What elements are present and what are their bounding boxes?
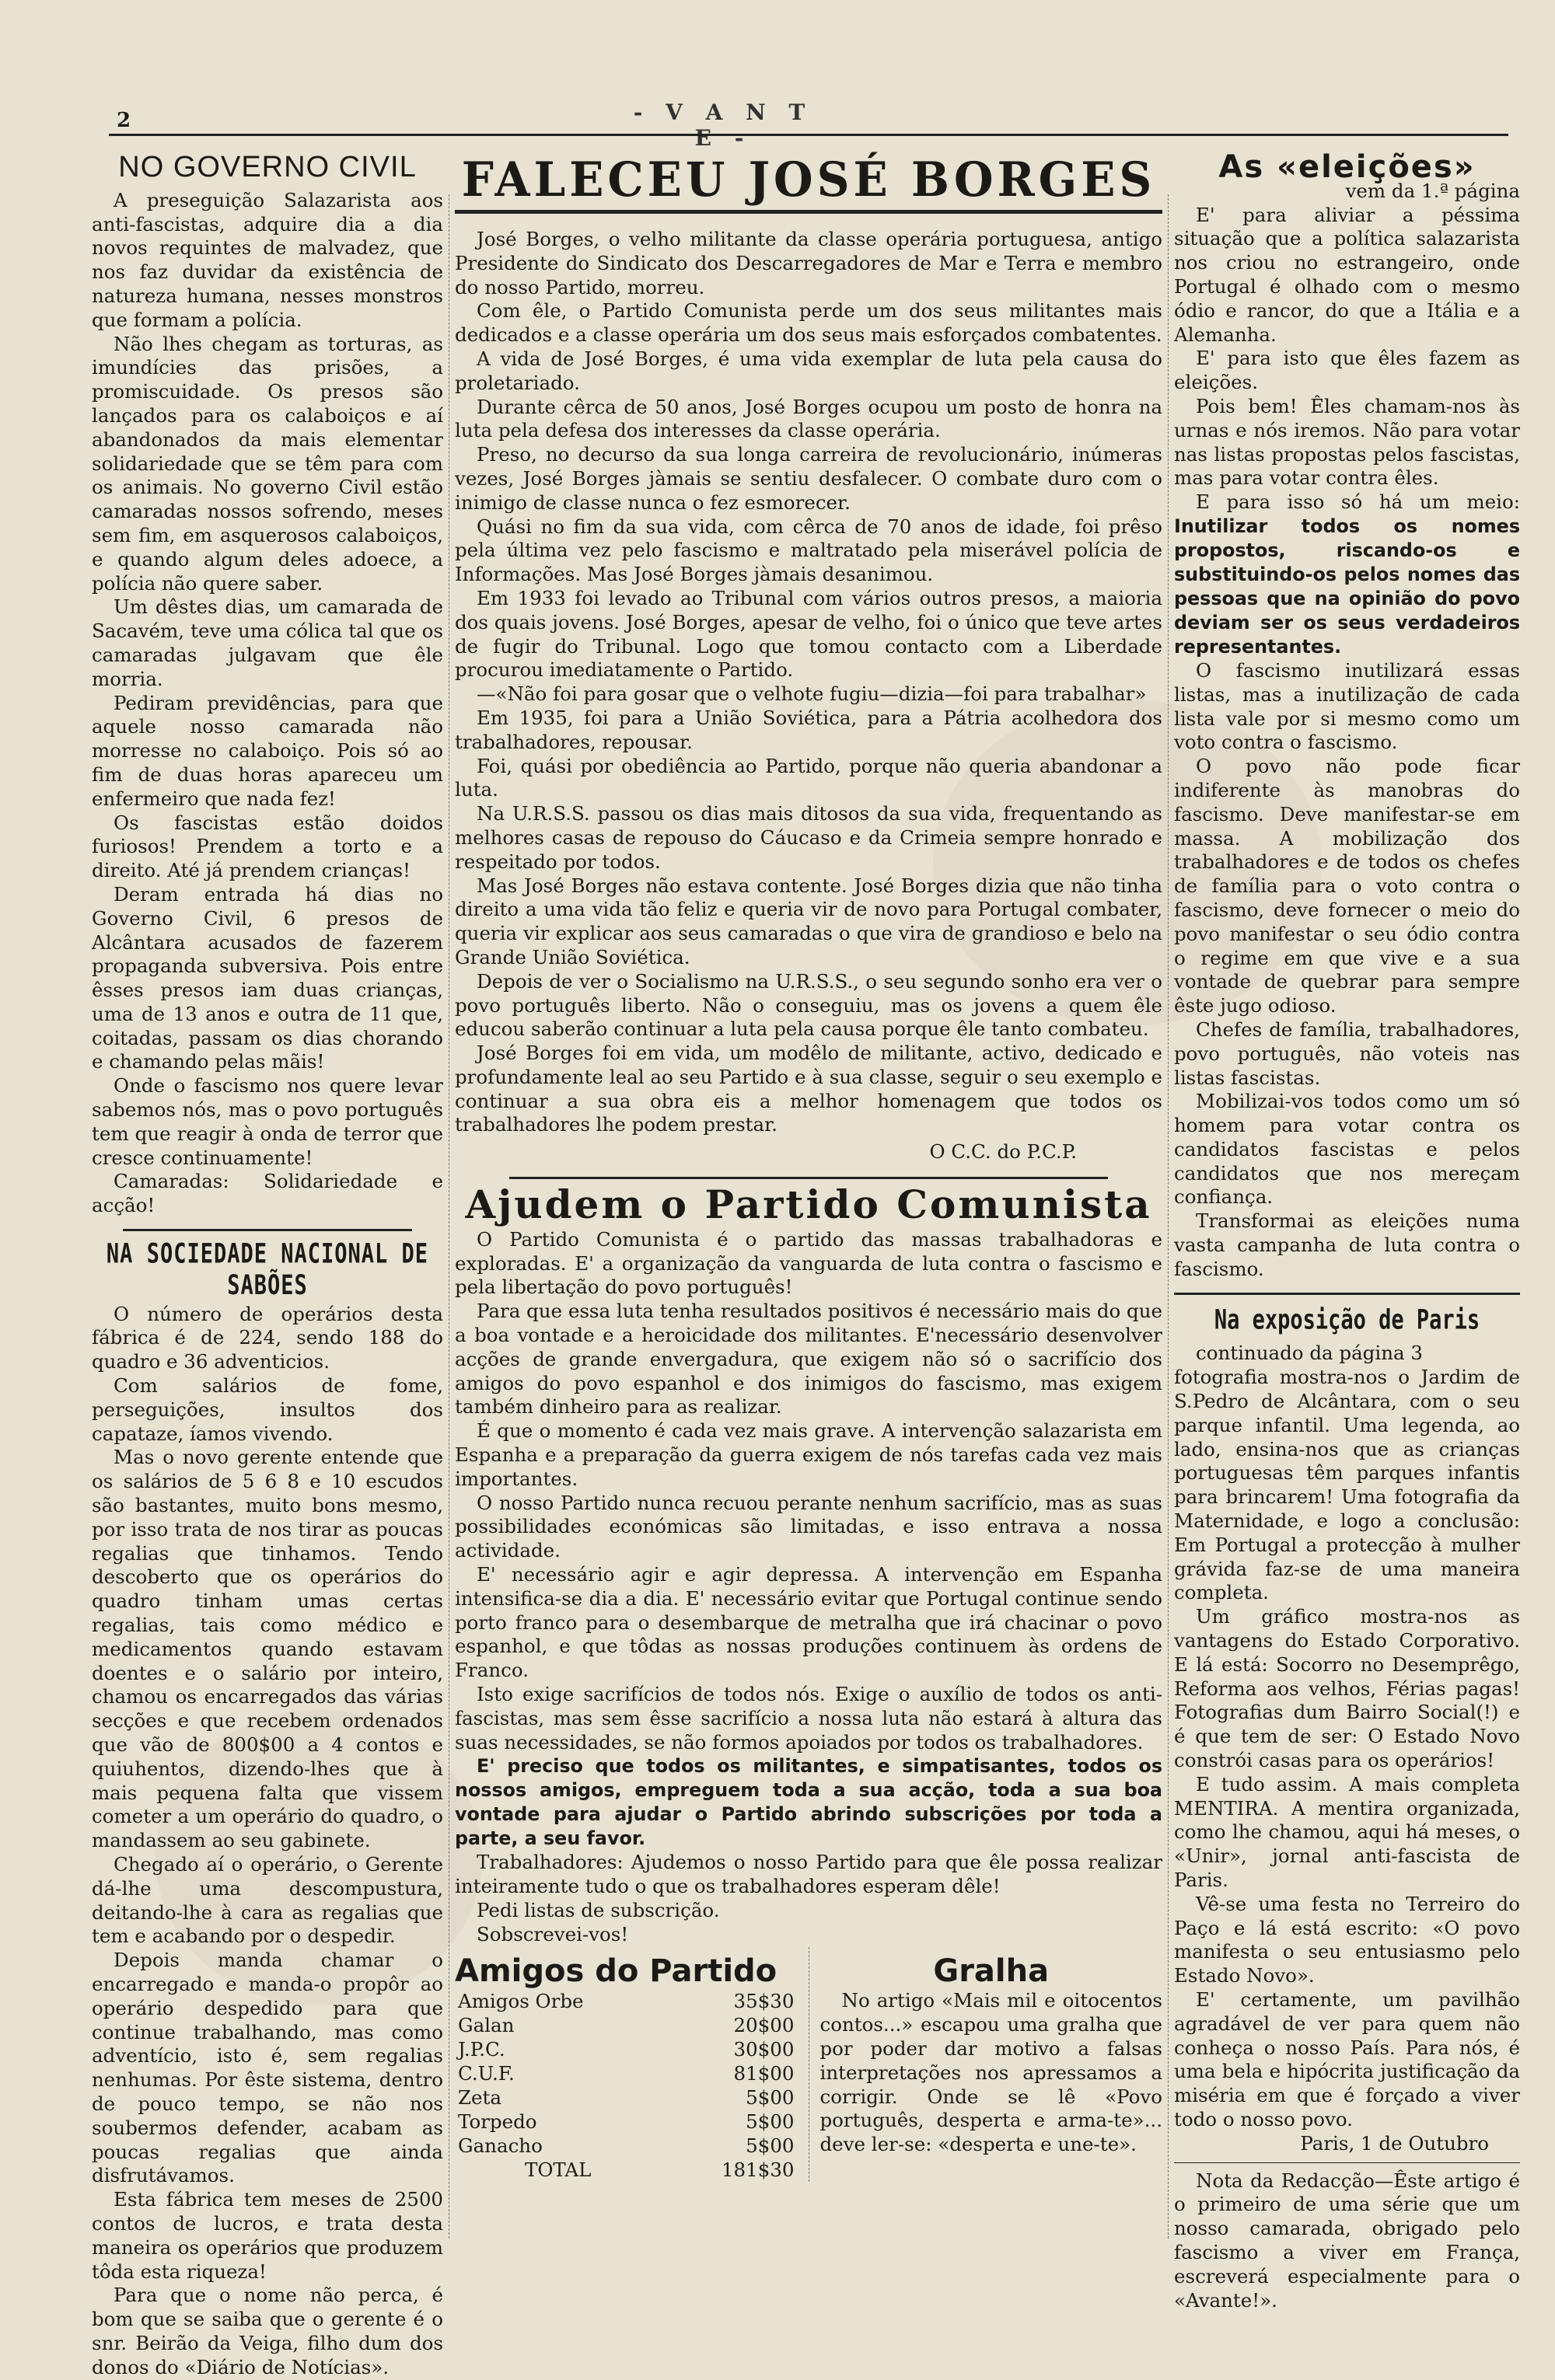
top-rule	[109, 134, 1508, 136]
gralha-box	[809, 1947, 1163, 2183]
article-bold-paragraph: E' preciso que todos os militantes, e simpatisantes, todos os nossos amigos, empreguem toda a sua acção, toda a sua boa vontade para ajudar o Partido abrindo subscrições por toda a parte, a seu favor.	[455, 1755, 1162, 1850]
table-row	[455, 2085, 798, 2110]
section-rule	[1174, 1293, 1520, 1295]
editorial-note: Nota da Redacção—Êste artigo é o primeiro de uma série que um nosso camarada, obrigado pelo fascismo a viver em França, escreverá especialmente para o «Avante!».	[1174, 2169, 1520, 2312]
article-paragraph: Chefes de família, trabalhadores, povo português, não voteis nas listas fascistas.	[1174, 1017, 1520, 1089]
article-heading-exposicao: Na exposição de Paris	[1214, 1303, 1480, 1336]
article-paragraph: José Borges, o velho militante da classe operária portuguesa, antigo Presidente do Sindicato dos Descarregadores de Mar e Terra e membro do nosso Partido, morreu.	[455, 228, 1162, 298]
article-paragraph: Vê-se uma festa no Terreiro do Paço e lá está escrito: «O povo manifesta o seu entusiasmo pelo Estado Novo».	[1174, 1892, 1520, 1987]
donor-name: Ganacho	[458, 2134, 543, 2158]
bold-lead: E para isso só há um meio:	[1196, 490, 1520, 514]
article-paragraph: Não lhes chegam as torturas, as imundícies das prisões, a promiscuidade. Os presos são lançados para os calaboiços e aí abandonados da mais elementar solidariedade que se têm para com os animais. No governo Civil estão camaradas nossos sofrendo, meses sem fim, em asquerosos calaboiços, e quando algum deles adoece, a polícia não quere saber.	[92, 332, 443, 595]
article-paragraph: Um dêstes dias, um camarada de Sacavém, teve uma cólica tal que os camaradas julgavam que êle morria.	[92, 595, 443, 690]
article-paragraph: Os fascistas estão doidos furiosos! Prendem a torto e a direito. Até já prendem crianças!	[92, 811, 443, 882]
article-heading-faleceu: FALECEU JOSÉ BORGES	[461, 152, 1156, 208]
article-heading-sociedade: NA SOCIEDADE NACIONAL DE SABÕES	[106, 1238, 429, 1301]
article-paragraph: E tudo assim. A mais completa MENTIRA. A mentira organizada, como lhe chamou, aqui há meses, o «Unir», jornal anti-fascista de Paris.	[1174, 1772, 1520, 1891]
article-paragraph: Mobilizai-vos todos como um só homem para votar contra os candidatos fascistas e pelos candidatos que nos mereçam confiança.	[1174, 1090, 1520, 1209]
column-right	[1174, 149, 1520, 2312]
article-paragraph: Mas o novo gerente entende que os salários de 5 6 8 e 10 escudos são bastantes, muito bons mesmo, por isso trata de nos tirar as poucas regalias que tinhamos. Tendo descoberto que os operários do quadro tinham umas certas regalias, tais como médico e medicamentos quando estavam doentes e o salário por inteiro, chamou os encarregados das várias secções e que recebem ordenados que vão de 800$00 a 4 contos e quiuhentos, dizendo-lhes que à mais pequena falta que vissem cometer a um operário do quadro, o mandassem ao seu gabinete.	[92, 1446, 443, 1852]
bold-text: Inutilizar todos os nomes propostos, riscando-os e substituindo-os pelos nomes das pessoas que na opinião do povo deviam ser os seus verdadeiros representantes.	[1174, 515, 1520, 658]
article-paragraph: Pediram previdências, para que aquele nosso camarada não morresse no calaboiço. Pois só ao fim de duas horas apareceu um enfermeiro que nada fez!	[92, 691, 443, 810]
article-paragraph: Chegado aí o operário, o Gerente dá-lhe uma descompustura, deitando-lhe à cara as regalias que tem e acabando por o despedir.	[92, 1852, 443, 1948]
table-row	[455, 2110, 798, 2134]
article-paragraph: Sobscrevei-vos!	[477, 1922, 629, 1946]
bottom-boxes	[455, 1947, 1162, 2183]
article-paragraph: O fascismo inutilizará essas listas, mas a inutilização de cada lista vale por si mesmo como um voto contra o fascismo.	[1174, 658, 1520, 754]
article-paragraph: Camaradas: Solidariedade e acção!	[92, 1170, 443, 1217]
section-rule	[509, 1177, 1108, 1179]
article-paragraph: Onde o fascismo nos quere levar sabemos nós, mas o povo português tem que reagir à onda de terror que cresce continuamente!	[92, 1074, 443, 1169]
article-paragraph: Preso, no decurso da sua longa carreira de revolucionário, inúmeras vezes, José Borges jàmais se sentiu desfalecer. O combate duro com o inimigo de classe nunca o fez esmorecer.	[455, 443, 1162, 514]
article-paragraph: E' para aliviar a péssima situação que a política salazarista nos criou no estrangeiro, onde Portugal é olhado com o mesmo ódio e rancor, do que a Itália e a Alemanha.	[1174, 203, 1520, 346]
page-number: 2	[117, 109, 131, 132]
table-row	[455, 2134, 798, 2158]
article-paragraph: Com salários de fome, perseguições, insultos dos capataze, íamos vivendo.	[92, 1374, 443, 1445]
article-paragraph: Mas José Borges não estava contente. José Borges dizia que não tinha direito a uma vida tão feliz e queria vir de novo para Portugal combater, queria vir explicar aos seus camaradas o que vira de grandioso e belo na Grande União Soviética.	[455, 874, 1162, 968]
article-paragraph: Trabalhadores: Ajudemos o nosso Partido para que êle possa realizar inteiramente tudo o que os trabalhadores esperam dêle!	[455, 1851, 1162, 1898]
article-paragraph: E' certamente, um pavilhão agradável de ver para quem não conheça o nosso País. Para nós, é uma bela e hipócrita justificação da miséria em que é forçado a viver todo o nosso povo.	[1174, 1987, 1520, 2130]
article-paragraph: —«Não foi para gosar que o velhote fugiu—dizia—foi para trabalhar»	[477, 682, 1147, 706]
article-paragraph: O nosso Partido nunca recuou perante nenhum sacrifício, mas as suas possibilidades económicas são limitadas, e isso entrava a nossa actividade.	[455, 1491, 1162, 1562]
article-heading-eleicoes: As «eleições»	[1218, 149, 1476, 185]
amigos-box	[455, 1947, 798, 2183]
article-paragraph: Pois bem! Êles chamam-nos às urnas e nós iremos. Não para votar nas listas propostas pelos fascistas, mas para votar contra êles.	[1174, 394, 1520, 490]
donor-value: 5$00	[746, 2134, 795, 2158]
article-paragraph: fotografia mostra-nos o Jardim de S.Pedro de Alcântara, com o seu parque infantil. Uma legenda, ao lado, ensina-nos que as crianças portuguesas têm parques infantis para brincarem! Uma fotografia da Maternidade, e logo a conclusão: Em Portugal a protecção à mulher grávida faz-se de uma maneira completa.	[1174, 1366, 1520, 1604]
article-paragraph: Esta fábrica tem meses de 2500 contos de lucros, e trata desta maneira os operários que produzem tôda esta riqueza!	[92, 2188, 443, 2283]
section-rule	[1174, 2162, 1520, 2163]
article-paragraph: E' necessário agir e agir depressa. A intervenção em Espanha intensifica-se dia a dia. E' necessário evitar que Portugal continue sendo porto franco para o desembarque de metralha que irá chacinar o povo espanhol, e que tôdas as nossas produções continuem às ordens de Franco.	[455, 1563, 1162, 1682]
article-paragraph: Pedi listas de subscrição.	[477, 1899, 720, 1921]
donor-name: Zeta	[458, 2086, 501, 2110]
table-row	[455, 2013, 798, 2037]
amigos-heading: Amigos do Partido	[455, 1953, 778, 1989]
donor-name: Galan	[458, 2014, 515, 2037]
masthead-title: - V A N T E -	[633, 99, 813, 151]
donor-name: C.U.F.	[458, 2062, 515, 2085]
donor-name: J.P.C.	[458, 2038, 505, 2061]
article-paragraph: Com êle, o Partido Comunista perde um dos seus militantes mais dedicados e a classe operária um dos seus mais esforçados combatentes.	[455, 299, 1162, 347]
article-paragraph: Em 1933 foi levado ao Tribunal com vários outros presos, a maioria dos quais jovens. José Borges, apesar de velho, foi o único que teve artes de fugir do Tribunal. Logo que tomou contacto com a Liberdade procurou imediatamente o Partido.	[455, 586, 1162, 682]
article-paragraph: Transformai as eleições numa vasta campanha de luta contra o fascismo.	[1174, 1209, 1520, 1280]
article-paragraph: Para que o nome não perca, é bom que se saiba que o gerente é o snr. Beirão da Veiga, filho dum dos donos do «Diário de Notícias».	[92, 2284, 443, 2378]
table-row	[455, 2037, 798, 2061]
article-paragraph: Para que essa luta tenha resultados positivos é necessário mais do que a boa vontade e a heroicidade dos militantes. E'necessário desenvolver acções de grande envergadura, que exigem não só o sacrifício dos amigos do povo espanhol e dos inimigos do fascismo, mas exigem também dinheiro para as realizar.	[455, 1300, 1162, 1419]
article-paragraph: O povo não pode ficar indiferente às manobras do fascismo. Deve manifestar-se em massa. A mobilização dos trabalhadores e de todos os chefes de família para o voto contra o fascismo, deve fornecer o meio do povo manifestar o seu ódio contra o regime em que vive e a sua vontade de quebrar para sempre êste jugo odioso.	[1174, 755, 1520, 1017]
article-paragraph: No artigo «Mais mil e oitocentos contos...» escapou uma gralha que por poder dar motivo a falsas interpretações nos apressamos a corrigir. Onde se lê «Povo português, desperta e arma-te»... deve ler-se: «desperta e une-te».	[819, 1989, 1162, 2156]
column-center	[455, 152, 1162, 2182]
continued-note: vem da 1.ª página	[1345, 179, 1520, 202]
heading-rule	[455, 210, 1162, 214]
article-paragraph: E' para isto que êles fazem as eleições.	[1174, 347, 1520, 394]
donor-value: 5$00	[746, 2110, 795, 2134]
article-paragraph: A preseguição Salazarista aos anti-fascistas, adquire dia a dia novos requintes de malvadez, que nos faz duvidar da existência de natureza humana, nesses monstros que formam a polícia.	[92, 188, 443, 331]
article-paragraph: Um gráfico mostra-nos as vantagens do Estado Corporativo. E lá está: Socorro no Desemprêgo, Reforma aos velhos, Férias pagas! Fotografias dum Bairro Social(!) e é que tem de ser: O Estado Novo constrói casas para os operários!	[1174, 1605, 1520, 1772]
gralha-heading: Gralha	[933, 1953, 1050, 1989]
donor-name: Amigos Orbe	[458, 1990, 584, 2013]
article-paragraph: O número de operários desta fábrica é de 224, sendo 188 do quadro e 36 adventicios.	[92, 1302, 443, 1373]
table-row	[455, 2061, 798, 2085]
article-paragraph: José Borges foi em vida, um modêlo de militante, activo, dedicado e profundamente leal ao seu Partido e à sua classe, seguir o seu exemplo e continuar a sua obra eis a melhor homenagem que todos os trabalhadores lhe podem prestar.	[455, 1042, 1162, 1136]
article-paragraph: Isto exige sacrifícios de todos nós. Exige o auxílio de todos os anti-fascistas, mas sem êsse sacrifício a nossa luta não estará à altura das suas necessidades, se não formos apoiados por todos os trabalhadores.	[455, 1683, 1162, 1754]
total-label: TOTAL	[525, 2158, 592, 2182]
column-left	[92, 151, 443, 2380]
donor-value: 35$30	[733, 1990, 795, 2013]
article-paragraph: Em 1935, foi para a União Soviética, para a Pátria acolhedora dos trabalhadores, repousar.	[455, 706, 1162, 753]
article-paragraph	[1174, 490, 1520, 659]
donor-value: 81$00	[733, 2062, 795, 2085]
article-paragraph: Depois de ver o Socialismo na U.R.S.S., o seu segundo sonho era ver o povo português liberto. Não o conseguiu, mas os jovens a quem êle educou saberão continuar a luta pela causa porque êle tanto combateu.	[455, 969, 1162, 1041]
article-paragraph: Depois manda chamar o encarregado e manda-o propôr ao operário despedido para que continue trabalhando, mas como adventício, isto é, sem regalias nenhumas. Por êste sistema, dentro de pouco tempo, se não nos soubermos defender, acabam as poucas regalias que ainda disfrutávamos.	[92, 1949, 443, 2187]
donor-value: 20$00	[733, 2014, 795, 2037]
article-paragraph: Quási no fim da sua vida, com cêrca de 70 anos de idade, foi prêso pela última vez pelo fascismo e maltratado pela miserável polícia de Informações. Mas José Borges jàmais desanimou.	[455, 515, 1162, 586]
donor-value: 5$00	[746, 2086, 795, 2110]
table-total-row	[455, 2158, 798, 2182]
article-paragraph: É que o momento é cada vez mais grave. A intervenção salazarista em Espanha e a preparação da guerra exigem de nós tarefas cada vez mais importantes.	[455, 1419, 1162, 1490]
dateline: Paris, 1 de Outubro	[1300, 2131, 1489, 2155]
article-heading-governo-civil: NO GOVERNO CIVIL	[118, 151, 417, 183]
table-row	[455, 1989, 798, 2013]
article-paragraph: Durante cêrca de 50 anos, José Borges ocupou um posto de honra na luta pela defesa dos interesses da classe operária.	[455, 395, 1162, 442]
section-rule	[123, 1229, 412, 1231]
article-signature: O C.C. do P.C.P.	[929, 1140, 1077, 1164]
total-value: 181$30	[721, 2158, 795, 2182]
column-divider	[1168, 194, 1169, 2239]
article-paragraph: Foi, quási por obediência ao Partido, porque não queria abandonar a luta.	[455, 754, 1162, 801]
article-paragraph: Na U.R.S.S. passou os dias mais ditosos da sua vida, frequentando as melhores casas de repouso do Cáucaso e da Crimeia sempre honrado e respeitado por todos.	[455, 802, 1162, 873]
article-paragraph: O Partido Comunista é o partido das massas trabalhadoras e exploradas. E' a organização da vanguarda de luta contra o fascismo e pela libertação do povo português!	[455, 1227, 1162, 1299]
donor-value: 30$00	[733, 2038, 795, 2061]
continued-note: continuado da página 3	[1196, 1342, 1423, 1365]
article-heading-ajudem: Ajudem o Partido Comunista	[465, 1181, 1152, 1228]
article-paragraph: Deram entrada há dias no Governo Civil, 6 presos de Alcântara acusados de fazerem propaganda subversiva. Pois entre êsses presos iam duas crianças, uma de 13 anos e outra de 11 que, coitadas, passam os dias chorando e chamando pelas mãis!	[92, 882, 443, 1073]
amigos-table	[455, 1989, 798, 2182]
article-paragraph: A vida de José Borges, é uma vida exemplar de luta pela causa do proletariado.	[455, 347, 1162, 394]
donor-name: Torpedo	[458, 2110, 537, 2134]
